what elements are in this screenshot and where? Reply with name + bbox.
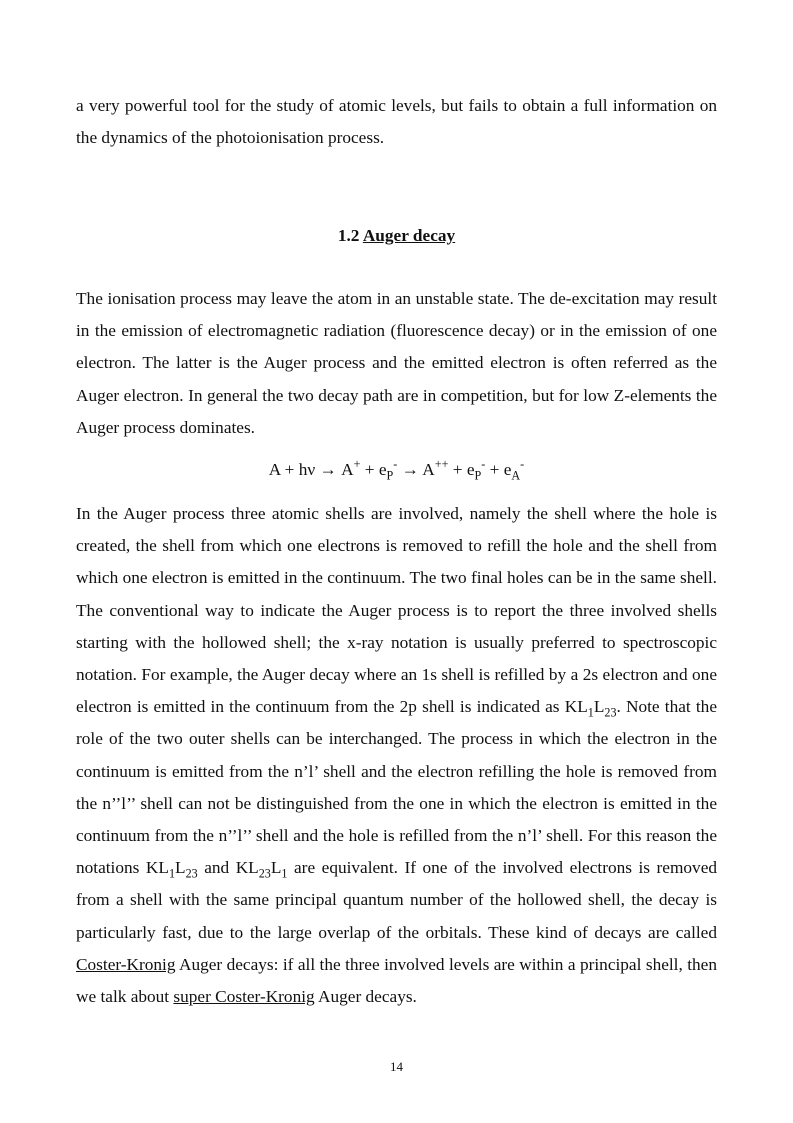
section-number: 1.2 [337,226,360,245]
notation-sub-1c: 1 [281,866,288,881]
eq-ion-2-charge: ++ [434,457,449,472]
notation-l-3: L [270,858,282,878]
eq-ion-1-charge: + [353,457,361,472]
eq-plus-1: + [364,460,375,479]
main-text-1: In the Auger process three atomic shells are involved, namely the shell where the hole is created, the shell from which one electrons is removed to refill the hole and the shell from which one electron is emitted in the continuum. The two final holes can be in the same shell. The conventional way to indicate the Auger process is to report the three involved shells starting with the hollowed shell; the x-ray notation is usually preferred to spectroscopic notation. For example, the Auger decay where an 1s shell is refilled by a 2s electron and one electron is emitted in the continuum from the 2p shell is indicated as [76,504,717,717]
notation-k: KL [564,697,588,717]
main-text-and: and [197,858,236,878]
term-super-coster-kronig: super Coster-Kronig [173,987,315,1007]
main-text-4: Auger decays: if all the three involved levels are within a principal shell, then we talk about [76,954,717,1007]
eq-auger-electron: e [503,460,512,479]
notation-l: L [593,697,605,717]
eq-photoelectron: e [378,460,387,479]
eq-plus-3: + [489,460,500,479]
notation-sub-23c: 23 [258,866,271,881]
eq-photoelectron-charge: - [393,457,398,472]
notation-sub-23b: 23 [185,866,198,881]
section-title: Auger decay [362,226,456,245]
eq-photoelectron-2: e [466,460,475,479]
eq-arrow-2: → [401,460,419,479]
notation-sub-23: 23 [604,705,617,720]
page-number: 14 [390,1059,403,1074]
main-text-3: are equivalent. If one of the involved electrons is removed from a shell with the same principal quantum number of the hollowed shell, the decay is particularly fast, due to the large overlap of the orbitals. These kind of decays are called [76,858,718,942]
eq-photoelectron-sub: P [386,468,394,483]
term-coster-kronig: Coster-Kronig [76,954,176,974]
notation-sub-1b: 1 [168,866,176,881]
eq-photoelectron-2-charge: - [481,457,486,472]
eq-lhs: A + hν [268,460,316,479]
eq-plus-2: + [452,460,463,479]
auger-equation [0,456,793,484]
notation-sub-1: 1 [587,705,594,720]
notation-k-2: KL [145,858,169,878]
eq-auger-electron-sub: A [511,468,521,483]
intro-paragraph: The ionisation process may leave the atom in an unstable state. The de-excitation may result in the emission of electromagnetic radiation (fluorescence decay) or in the emission of one electron. The latter is the Auger process and the emitted electron is often referred as the Auger electron. In general the two decay path are in competition, but for low Z-elements the Auger process dominates. [76,289,717,437]
lead-paragraph: a very powerful tool for the study of atomic levels, but fails to obtain a full information on the dynamics of the photoionisation process. [76,96,717,148]
eq-auger-electron-charge: - [520,457,525,472]
notation-k-3: KL [235,858,259,878]
eq-arrow-1: → [319,460,337,479]
main-text-2: . Note that the role of the two outer shells can be interchanged. The process in which the electron in the continuum is emitted from the n’l’ shell and the electron refilling the hole is removed from the n’’l’’ shell can not be distinguished from the one in which the electron is emitted in the continuum from the n’’l’’ shell and the hole is refilled from the n’l’ shell. For this reason the notations [76,697,717,878]
eq-ion-2: A [422,460,435,479]
eq-ion-1: A [341,460,354,479]
notation-l-2: L [175,858,186,878]
main-paragraph [76,498,717,1013]
main-text-5: Auger decays. [314,987,417,1007]
eq-photoelectron-2-sub: P [474,468,482,483]
section-heading [0,222,793,250]
